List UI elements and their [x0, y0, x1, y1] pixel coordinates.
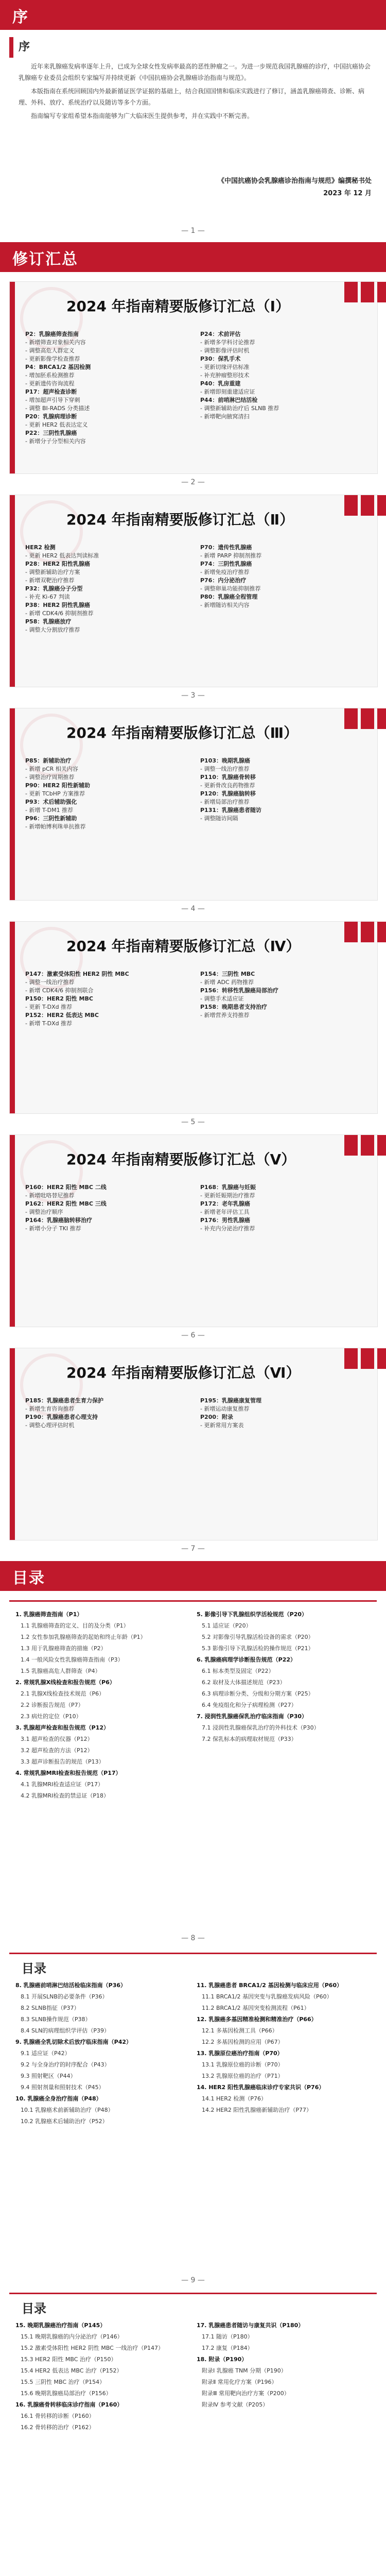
revision-heading: P158：晚期患者支持治疗 [200, 1004, 268, 1010]
revision-column-right [200, 544, 365, 609]
revision-item: - 新增小分子 TKI 推荐 [25, 1225, 190, 1233]
toc-entry: 6.1 标本类型及固定（P22） [202, 1668, 274, 1674]
toc-entry: 17.1 随访（P180） [202, 2333, 253, 2340]
toc-chapter: 7. 浸润性乳腺癌保乳治疗临床指南（P30） [197, 1713, 308, 1720]
revision-heading: P162：HER2 阳性 MBC 三线 [25, 1200, 107, 1207]
toc-page [9, 2293, 377, 2576]
revision-item: - 补充内分泌治疗推荐 [200, 1225, 365, 1233]
revision-heading: P85：新辅助治疗 [25, 757, 72, 764]
revision-item: - 新增营养支持推荐 [200, 1011, 365, 1020]
toc-entry: 7.1 浸润性乳腺癌保乳治疗的外科技术（P30） [202, 1724, 320, 1731]
revision-heading: P96：三阴性新辅助 [25, 815, 77, 822]
toc-chapter: 18. 附录（P190） [197, 2356, 248, 2363]
revision-heading: P4：BRCA1/2 基因检测 [25, 364, 91, 370]
preface-paragraphs [19, 61, 374, 124]
ribbon-decoration [361, 1348, 374, 1369]
ribbon-decoration [361, 495, 374, 516]
revision-column-left [25, 544, 190, 634]
revision-item: - 新增 PARP 抑制剂推荐 [200, 552, 365, 560]
toc-column-right [197, 1609, 372, 1745]
ribbon-decoration [344, 282, 358, 302]
preface-date: 2023 年 12 月 [323, 190, 372, 197]
toc-entry: 12.2 多基因检测的应用（P67） [202, 2039, 284, 2045]
toc-chapter: 12. 乳腺癌多基因精准检测和精准治疗（P66） [197, 2016, 317, 2023]
toc-entry: 8.4 SLN的病理组织学评估（P39） [21, 2027, 110, 2034]
toc-page [9, 1600, 377, 1931]
toc-entry: 7.2 保乳标本的病理取材规范（P33） [202, 1736, 297, 1742]
revision-heading: P147：激素受体阳性 HER2 阴性 MBC [25, 971, 129, 977]
revision-item: - 调整手术适应证 [200, 995, 365, 1003]
page-number: — 3 — [181, 691, 205, 700]
toc-entry: 13.2 乳腺原位癌的治疗（P71） [202, 2073, 284, 2079]
revision-item: - 新增 CDK4/6 抑制剂推荐 [25, 609, 190, 618]
revision-item: - 更新骨改良药物推荐 [200, 782, 365, 790]
revision-item: - 调整高危人群定义 [25, 347, 190, 355]
toc-entry: 6.2 取材及大体描述规范（P23） [202, 1679, 286, 1686]
toc-entry: 3.2 超声检查的方法（P12） [21, 1747, 93, 1754]
revision-heading: P164：乳腺癌脑转移治疗 [25, 1217, 93, 1224]
toc-column-left [15, 1980, 190, 2127]
ribbon-decoration [344, 1348, 358, 1369]
toc-entry: 9.3 照射靶区（P44） [21, 2073, 76, 2079]
revision-heading: P185：乳腺癌患者生育力保护 [25, 1397, 104, 1404]
revision-card-title: 2024 年指南精要版修订汇总（Ⅲ） [66, 724, 299, 741]
revision-heading: P120：乳腺癌脑转移 [200, 790, 256, 797]
toc-entry: 1.3 用于乳腺癌筛查的措施（P2） [21, 1645, 107, 1652]
revision-card-title: 2024 年指南精要版修订汇总（Ⅳ） [66, 938, 301, 955]
ribbon-decoration [344, 495, 358, 516]
revision-column-left [25, 757, 190, 831]
revision-item: - 新增分子分型相关内容 [25, 437, 190, 446]
page-number: — 1 — [181, 227, 205, 235]
toc-entry: 6.3 病理诊断分类、分级和分期方案（P25） [202, 1690, 314, 1697]
revision-item: - 更新 HER2 低表达判读标准 [25, 552, 190, 560]
toc-chapter: 1. 乳腺癌筛查指南（P1） [15, 1611, 83, 1618]
revision-item: - 更新切缘评估标准 [200, 363, 365, 371]
revision-heading: P176：男性乳腺癌 [200, 1217, 251, 1224]
toc-entry: 9.1 适应证（P42） [21, 2050, 71, 2057]
toc-entry: 17.2 康复（P184） [202, 2345, 253, 2351]
toc-entry: 15.1 晚期乳腺癌的内分泌治疗（P146） [21, 2333, 123, 2340]
toc-entry: 10.2 乳腺癌术后辅助治疗（P52） [21, 2118, 108, 2125]
revision-column-right [200, 330, 365, 421]
revision-heading: P93：术后辅助强化 [25, 799, 77, 805]
revision-column-right [200, 970, 365, 1020]
revision-item: - 调整新辅助治疗后 SLNB 推荐 [200, 404, 365, 413]
toc-entry: 13.1 乳腺原位癌的诊断（P70） [202, 2061, 284, 2068]
revision-item: - 更新遗传咨询流程 [25, 380, 190, 388]
revision-heading: P24：术前评估 [200, 331, 241, 337]
revision-item: - 新增多学科讨论推荐 [200, 338, 365, 347]
preface-header [0, 0, 386, 30]
revision-item: - 新增靶向腋窝清扫 [200, 413, 365, 421]
revision-heading: P172：老年乳腺癌 [200, 1200, 251, 1207]
toc-entry: 15.2 激素受体阳性 HER2 阴性 MBC 一线治疗（P147） [21, 2345, 164, 2351]
revision-item: - 新增生育咨询推荐 [25, 1405, 190, 1413]
revision-item: - 调整一线治疗推荐 [25, 978, 190, 987]
revision-heading: P74：三阴性乳腺癌 [200, 561, 252, 567]
revision-heading: P131：乳腺癌患者随访 [200, 807, 262, 814]
revision-column-left [25, 330, 190, 446]
revision-item: - 调整治疗顺序 [25, 1208, 190, 1216]
toc-chapter: 10. 乳腺癌全身治疗指南（P48） [15, 2095, 102, 2102]
revision-heading: P110：乳腺癌骨转移 [200, 774, 256, 781]
toc-entry: 3.1 超声检查的仪器（P12） [21, 1736, 93, 1742]
revision-item: - 补充 Ki-67 判读 [25, 593, 190, 601]
toc-entry: 8.1 开展SLNB的必要条件（P36） [21, 1993, 108, 2000]
revision-item: - 调整心理评估时机 [25, 1421, 190, 1430]
card-accent [10, 282, 15, 473]
preface-header-title: 序 [12, 8, 29, 26]
revision-heading: P38：HER2 阴性乳腺癌 [25, 602, 91, 608]
toc-entry: 附录Ⅰ 乳腺癌 TNM 分期（P190） [202, 2367, 287, 2374]
revision-heading: P2：乳腺癌筛查指南 [25, 331, 79, 337]
toc-entry: 2.2 诊断报告规范（P7） [21, 1702, 84, 1708]
revision-item: - 新增 pCR 相关内容 [25, 765, 190, 773]
revision-heading: P76：内分泌治疗 [200, 577, 247, 584]
revision-item: - 新增 T-DXd 推荐 [25, 1020, 190, 1028]
revisions-header-title: 修订汇总 [12, 250, 78, 268]
ribbon-decoration [344, 922, 358, 942]
revision-heading: P150：HER2 阳性 MBC [25, 995, 93, 1002]
revision-item: - 新增 T-DM1 推荐 [25, 806, 190, 815]
toc-chapter: 16. 乳腺癌骨转移临床诊疗指南（P160） [15, 2401, 123, 2408]
revision-item: - 新增 ADC 药物推荐 [200, 978, 365, 987]
revision-item: - 调整影像评估时机 [200, 347, 365, 355]
revision-item: - 调整新辅助治疗方案 [25, 568, 190, 577]
revision-item: - 调整一线治疗推荐 [200, 765, 365, 773]
preface-title: 序 [19, 41, 30, 54]
ribbon-decoration [344, 708, 358, 729]
revision-column-left [25, 970, 190, 1028]
revision-item: - 更新 T-DXd 推荐 [25, 1003, 190, 1011]
revision-heading: P160：HER2 阳性 MBC 二线 [25, 1184, 107, 1191]
toc-chapter: 6. 乳腺癌病理学诊断报告规范（P22） [197, 1656, 296, 1663]
page-number: — 4 — [181, 905, 205, 913]
toc-entry: 11.1 BRCA1/2 基因突变与乳腺癌发病风险（P60） [202, 1993, 332, 2000]
revision-item: - 更新 HER2 低表达定义 [25, 421, 190, 429]
toc-chapter: 4. 常规乳腺MRI检查和报告规范（P17） [15, 1770, 121, 1776]
preface-section [0, 0, 386, 242]
toc-entry: 附录Ⅳ 参考文献（P205） [202, 2401, 269, 2408]
revision-heading: P20：乳腺病理诊断 [25, 413, 77, 420]
card-accent [10, 708, 15, 900]
toc-entry: 8.3 SLNB操作规范（P38） [21, 2016, 91, 2023]
page-number: — 5 — [181, 1118, 205, 1126]
toc-entry: 15.5 三阴性 MBC 治疗（P154） [21, 2379, 106, 2385]
card-accent [10, 495, 15, 687]
toc-entry: 附录Ⅲ 常用靶向治疗方案（P200） [202, 2390, 290, 2397]
revision-heading: P58：乳腺癌放疗 [25, 618, 72, 625]
toc-entry: 11.2 BRCA1/2 基因突变检测流程（P61） [202, 2005, 310, 2011]
toc-column-left [15, 1609, 190, 1802]
toc-entry: 12.1 多基因检测工具（P66） [202, 2027, 278, 2034]
revision-item: - 补充肿瘤整形技术 [200, 371, 365, 380]
card-accent [10, 1135, 15, 1327]
revision-column-right [200, 1397, 365, 1430]
revision-item: - 调整 BI-RADS 分类描述 [25, 404, 190, 413]
revision-card [9, 921, 378, 1114]
toc-entry: 5.1 适应证（P20） [202, 1622, 252, 1629]
revision-heading: P195：乳腺癌康复管理 [200, 1397, 262, 1404]
toc-header [0, 1561, 386, 1591]
ribbon-decoration [377, 282, 386, 302]
toc-column-right [197, 2320, 372, 2411]
revision-heading: P28：HER2 阳性乳腺癌 [25, 561, 91, 567]
revision-card [9, 495, 378, 687]
ribbon-decoration [377, 922, 386, 942]
ribbon-decoration [361, 922, 374, 942]
revision-column-right [200, 757, 365, 823]
ribbon-decoration [377, 1135, 386, 1156]
toc-entry: 5.2 对影像引导乳腺活检设备的需求（P20） [202, 1634, 314, 1640]
revision-item: - 增加超声引导下穿刺 [25, 396, 190, 404]
revision-heading: P152：HER2 低表达 MBC [25, 1012, 99, 1019]
revisions-header [0, 242, 386, 272]
toc-entry: 9.4 照射剂量和照射技术（P45） [21, 2084, 104, 2091]
revision-item: - 新增随访相关内容 [200, 601, 365, 609]
revision-item: - 新增帕博利珠单抗推荐 [25, 823, 190, 831]
toc-entry: 2.3 病灶的定位（P10） [21, 1713, 82, 1720]
toc-chapter: 5. 影像引导下乳腺组织学活检规范（P20） [197, 1611, 308, 1618]
revision-heading: P156：转移性乳腺癌局部治疗 [200, 987, 279, 994]
page-number: — 2 — [181, 478, 205, 486]
revision-heading: P30：保乳手术 [200, 355, 241, 362]
toc-column-right [197, 1980, 372, 2116]
preface-body [9, 37, 377, 223]
toc-chapter: 17. 乳腺癌患者随访与康复共识（P180） [197, 2322, 304, 2329]
toc-entry: 附录Ⅱ 常用化疗方案（P196） [202, 2379, 277, 2385]
revision-item: - 更新 TCbHP 方案推荐 [25, 790, 190, 798]
revision-heading: P168：乳腺癌与妊娠 [200, 1184, 256, 1191]
toc-entry: 16.2 骨转移的治疗（P162） [21, 2424, 95, 2431]
revision-column-left [25, 1183, 190, 1233]
toc-column-left [15, 2320, 190, 2433]
revision-item: - 调整随访间隔 [200, 815, 365, 823]
toc-entry: 6.4 免疫组化和分子病理检测（P27） [202, 1702, 297, 1708]
toc-entry: 1.4 一般风险女性乳腺癌筛查指南（P3） [21, 1656, 124, 1663]
page-number: — 9 — [181, 2276, 205, 2284]
revision-item: - 新增运动康复推荐 [200, 1405, 365, 1413]
toc-entry: 14.2 HER2 阳性乳腺癌新辅助治疗（P77） [202, 2107, 312, 2113]
toc-entry: 1.5 乳腺癌高危人群筛查（P4） [21, 1668, 101, 1674]
revision-heading: P40：乳房重建 [200, 380, 241, 387]
toc-entry: 9.2 与全身治疗的时序配合（P43） [21, 2061, 110, 2068]
revision-heading: P17：超声检查诊断 [25, 388, 77, 395]
revision-card-title: 2024 年指南精要版修订汇总（Ⅴ） [66, 1151, 296, 1168]
toc-entry: 8.2 SLNB指征（P37） [21, 2005, 80, 2011]
card-accent [10, 1348, 15, 1540]
revision-heading: HER2 检测 [25, 544, 56, 551]
toc-entry: 10.1 乳腺癌术前新辅助治疗（P48） [21, 2107, 114, 2113]
revision-card [9, 281, 378, 474]
toc-entry: 2.1 乳腺X线检查技术规范（P6） [21, 1690, 105, 1697]
revision-heading: P154：三阴性 MBC [200, 971, 255, 977]
revision-item: - 新增筛查对象相关内容 [25, 338, 190, 347]
preface-paragraph: 近年来乳腺癌发病率逐年上升，已成为全球女性发病率最高的恶性肿瘤之一。为进一步规范我国乳腺癌的诊疗，中国抗癌协会乳腺癌专业委员会组织专家编写并持续更新《中国抗癌协会乳腺癌诊治指南与规范》。 [19, 63, 371, 81]
toc-entry: 5.3 影像引导下乳腺活检的操作规范（P21） [202, 1645, 314, 1652]
toc-page-title: 目录 [22, 1961, 46, 1976]
revision-item: - 增加胚系检测推荐 [25, 371, 190, 380]
ribbon-decoration [377, 495, 386, 516]
revision-card-title: 2024 年指南精要版修订汇总（Ⅵ） [66, 1364, 301, 1381]
toc-entry: 14.1 HER2 检测（P76） [202, 2095, 267, 2102]
preface-signoff: 《中国抗癌协会乳腺癌诊治指南与规范》编撰秘书处 [217, 177, 372, 185]
ribbon-decoration [377, 1348, 386, 1369]
page-number: — 6 — [181, 1331, 205, 1340]
ribbon-decoration [361, 1135, 374, 1156]
card-accent [10, 922, 15, 1113]
revision-item: - 新增即刻重建适应证 [200, 388, 365, 396]
ribbon-decoration [344, 1135, 358, 1156]
revision-card-title: 2024 年指南精要版修订汇总（Ⅱ） [66, 511, 294, 528]
preface-paragraph: 指南编写专家组希望本指南能够为广大临床医生提供参考，并在实践中不断完善。 [31, 112, 254, 120]
revision-heading: P200：附录 [200, 1414, 234, 1420]
revision-heading: P90：HER2 阳性新辅助 [25, 782, 91, 789]
revision-heading: P22：三阴性乳腺癌 [25, 430, 77, 436]
preface-paragraph: 本版指南在系统回顾国内外最新循证医学证据的基础上，结合我国国情和临床实践进行了修订，涵盖乳腺癌筛查、诊断、病理、外科、放疗、系统治疗以及随访等多个方面。 [19, 88, 365, 106]
ribbon-decoration [361, 708, 374, 729]
revision-heading: P80：乳腺癌全程管理 [200, 594, 258, 600]
revision-column-right [200, 1183, 365, 1233]
revision-heading: P70：遗传性乳腺癌 [200, 544, 252, 551]
toc-chapter: 8. 乳腺癌前哨淋巴结活检临床指南（P36） [15, 1982, 127, 1989]
ribbon-decoration [361, 282, 374, 302]
revision-column-left [25, 1397, 190, 1430]
revision-item: - 新增双靶治疗推荐 [25, 577, 190, 585]
toc-entry: 15.6 晚期乳腺癌局部治疗（P156） [21, 2390, 112, 2397]
toc-page-title: 目录 [22, 2301, 46, 2316]
toc-entry: 4.1 乳腺MRI检查适应证（P17） [21, 1781, 103, 1788]
toc-chapter: 14. HER2 阳性乳腺癌临床诊疗专家共识（P76） [197, 2084, 325, 2091]
revision-item: - 新增 CDK4/6 抑制剂联合 [25, 987, 190, 995]
revision-item: - 更新常用方案表 [200, 1421, 365, 1430]
revision-heading: P103：晚期乳腺癌 [200, 757, 251, 764]
ribbon-decoration [377, 708, 386, 729]
revision-item: - 新增免疫治疗推荐 [200, 568, 365, 577]
revision-item: - 新增老年评估工具 [200, 1208, 365, 1216]
toc-entry: 3.3 超声诊断报告的规范（P13） [21, 1758, 104, 1765]
revision-card [9, 1134, 378, 1327]
toc-entry: 1.2 女性参加乳腺癌筛查的起始和终止年龄（P1） [21, 1634, 146, 1640]
toc-chapter: 3. 乳腺超声检查和报告规范（P12） [15, 1724, 110, 1731]
revision-item: - 调整卵巢功能抑制推荐 [200, 585, 365, 593]
toc-chapter: 11. 乳腺癌患者 BRCA1/2 基因检测与临床应用（P60） [197, 1982, 343, 1989]
revision-item: - 更新影像学检查推荐 [25, 355, 190, 363]
revision-item: - 新增吡咯替尼推荐 [25, 1192, 190, 1200]
revisions-section [0, 242, 386, 1561]
revision-heading: P32：乳腺癌分子分型 [25, 585, 83, 592]
revision-card [9, 1348, 378, 1540]
toc-chapter: 15. 晚期乳腺癌治疗指南（P145） [15, 2322, 106, 2329]
toc-chapter: 13. 乳腺原位癌治疗指南（P70） [197, 2050, 283, 2057]
toc-entry: 15.4 HER2 低表达 MBC 治疗（P152） [21, 2367, 122, 2374]
revision-card-title: 2024 年指南精要版修订汇总（Ⅰ） [66, 298, 290, 315]
page-number: — 7 — [181, 1545, 205, 1553]
toc-chapter: 9. 乳腺癌全乳切除术后放疗临床指南（P42） [15, 2039, 132, 2045]
revision-card [9, 708, 378, 901]
toc-entry: 1.1 乳腺癌筛查的定义、目的及分类（P1） [21, 1622, 129, 1629]
toc-section [0, 1561, 386, 2576]
revision-heading: P44：前哨淋巴结活检 [200, 397, 258, 403]
revision-item: - 调整大分割放疗推荐 [25, 626, 190, 634]
toc-entry: 16.1 骨转移的诊断（P160） [21, 2413, 95, 2419]
page-number: — 8 — [181, 1934, 205, 1942]
revision-item: - 调整治疗周期推荐 [25, 773, 190, 782]
toc-header-title: 目录 [12, 1569, 45, 1587]
revision-item: - 新增局部治疗推荐 [200, 798, 365, 806]
toc-chapter: 2. 常规乳腺X线检查和报告规范（P6） [15, 1679, 115, 1686]
revision-heading: P190：乳腺癌患者心理支持 [25, 1414, 98, 1420]
revision-item: - 更新妊娠期治疗推荐 [200, 1192, 365, 1200]
toc-entry: 15.3 HER2 阳性 MBC 治疗（P150） [21, 2356, 117, 2363]
toc-entry: 4.2 乳腺MRI检查的禁忌证（P18） [21, 1792, 109, 1799]
toc-page [9, 1953, 377, 2274]
